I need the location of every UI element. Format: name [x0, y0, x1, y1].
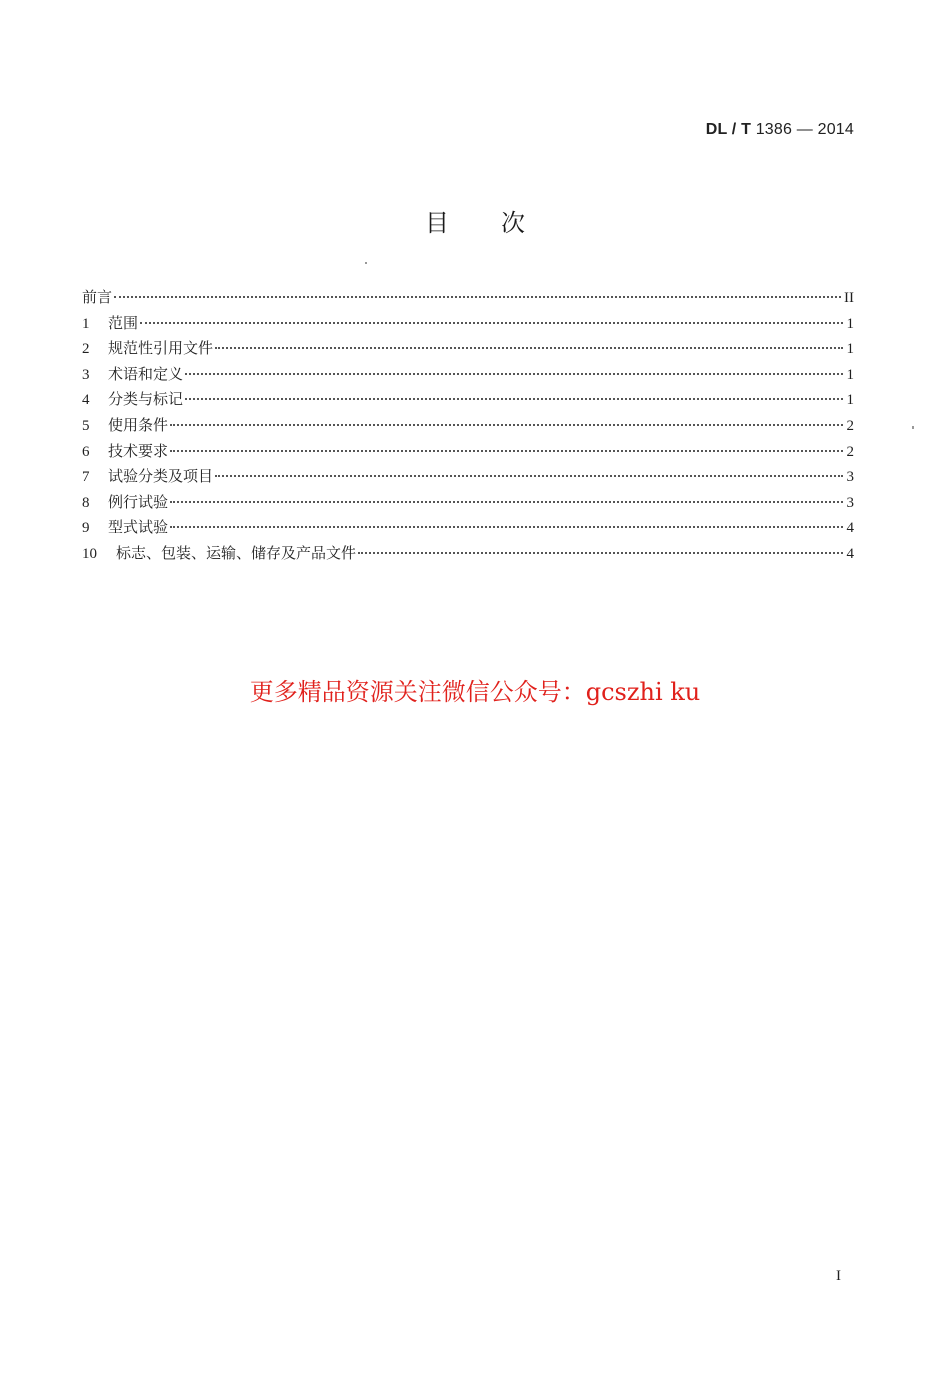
standard-code-number: 1386 — 2014 [751, 121, 854, 138]
toc-section-number: 7 [82, 469, 90, 486]
toc-section-number: 4 [82, 392, 90, 409]
toc-section-number: 5 [82, 417, 90, 434]
toc-page-number: 3 [846, 469, 854, 486]
toc-entry-5[interactable] [82, 414, 854, 440]
toc-section-number: 6 [82, 443, 90, 460]
toc-entry-text: 范围 [108, 313, 139, 332]
toc-leader-dots [140, 322, 843, 324]
toc-entry-text: 规范性引用文件 [108, 339, 214, 358]
promo-watermark-text: 更多精品资源关注微信公众号：gcszhi ku [249, 678, 701, 706]
toc-entry-text: 术语和定义 [108, 364, 184, 383]
toc-page-number: 4 [846, 545, 854, 562]
toc-leader-dots [114, 296, 841, 298]
toc-section-number: 10 [82, 545, 97, 562]
toc-section-number: 3 [82, 366, 90, 383]
scan-mark [912, 426, 914, 429]
scan-speck [365, 262, 367, 264]
toc-leader-dots [185, 373, 843, 375]
toc-page-number: 1 [846, 315, 854, 332]
toc-leader-dots [170, 526, 843, 528]
toc-page-number: 3 [846, 494, 854, 511]
toc-entry-7[interactable] [82, 465, 854, 491]
toc-section-number: 1 [82, 315, 90, 332]
toc-entry-text: 技术要求 [108, 441, 169, 460]
toc-leader-dots [215, 475, 843, 477]
toc-entry-text: 使用条件 [108, 415, 169, 434]
toc-entry-preface[interactable] [82, 286, 854, 312]
toc-entry-text: 试验分类及项目 [108, 467, 214, 486]
toc-entry-3[interactable] [82, 363, 854, 389]
toc-leader-dots [185, 398, 843, 400]
toc-section-number: 8 [82, 494, 90, 511]
toc-page-number: 2 [846, 443, 854, 460]
toc-section-number: 2 [82, 341, 90, 358]
toc-leader-dots [215, 347, 843, 349]
standard-code-prefix: DL / T [705, 121, 752, 138]
toc-page-number: 2 [846, 417, 854, 434]
toc-entry-text: 型式试验 [108, 518, 169, 537]
toc-page-number: 1 [846, 392, 854, 409]
toc-entry-4[interactable] [82, 388, 854, 414]
toc-section-number: 9 [82, 520, 90, 537]
toc-page-number: 4 [846, 520, 854, 537]
toc-entry-10[interactable] [82, 542, 854, 568]
toc-entry-text: 前言 [82, 288, 113, 306]
toc-page-number: II [844, 290, 854, 306]
table-of-contents [82, 286, 854, 568]
toc-heading: 目次 [425, 209, 577, 237]
toc-entry-2[interactable] [82, 337, 854, 363]
toc-leader-dots [170, 501, 843, 503]
toc-leader-dots [358, 552, 843, 554]
page-number: I [836, 1268, 841, 1284]
toc-entry-text: 分类与标记 [108, 390, 184, 409]
toc-entry-6[interactable] [82, 440, 854, 466]
toc-leader-dots [170, 424, 843, 426]
toc-entry-1[interactable] [82, 312, 854, 338]
toc-entry-text: 标志、包装、运输、储存及产品文件 [116, 543, 357, 562]
toc-entry-text: 例行试验 [108, 492, 169, 511]
toc-page-number: 1 [846, 341, 854, 358]
toc-page-number: 1 [846, 366, 854, 383]
toc-leader-dots [170, 450, 843, 452]
standard-code [706, 121, 854, 139]
toc-entry-8[interactable] [82, 491, 854, 517]
toc-entry-9[interactable] [82, 516, 854, 542]
